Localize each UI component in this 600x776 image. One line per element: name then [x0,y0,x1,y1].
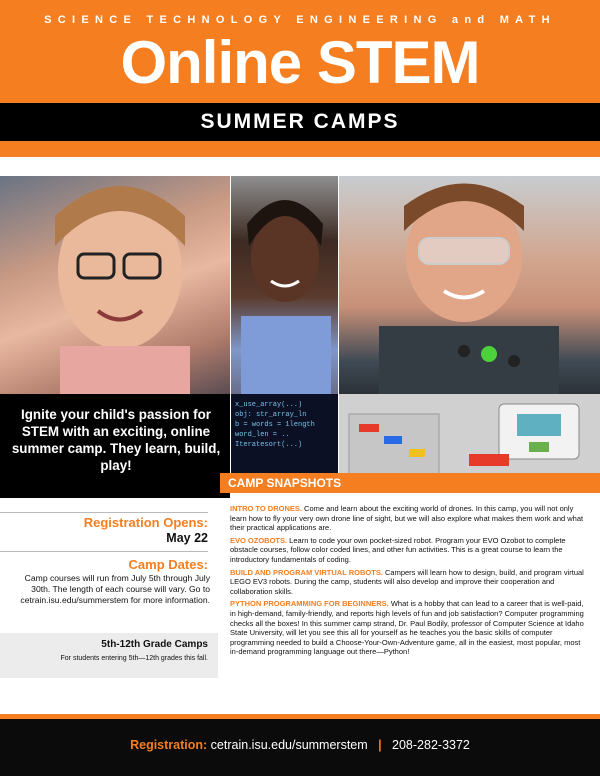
registration-opens-date: May 22 [166,531,208,545]
camp-descriptions [230,504,590,660]
grade-camps-title: 5th-12th Grade Camps [101,639,208,650]
photo-boy-with-drone-illustration [339,176,600,394]
camp-body: Campers will learn how to design, build, and program virtual LEGO EV3 robots. During the camp, students will also develop and improve their cooperation and collaboration skills. [230,567,584,596]
footer-registration-label: Registration: [130,738,208,752]
camp-item-python [230,599,590,657]
camp-heading: INTRO TO DRONES. [230,504,302,513]
photo-girl-with-glasses [0,176,230,394]
camp-item-ozobots [230,536,590,565]
page-subtitle: SUMMER CAMPS [200,110,400,133]
camp-dates-text: Camp courses will run from July 5th through July 30th. The length of each course will vary. Go to cetrain.isu.edu/summerstem for more information. [20,573,210,605]
photo-boy-with-drone [339,176,600,394]
camp-item-robots [230,568,590,597]
photo-girl-smiling-illustration [231,176,338,394]
footer-registration [0,738,600,752]
divider [0,551,208,552]
camp-heading: PYTHON PROGRAMMING FOR BEGINNERS. [230,599,389,609]
camp-body: What is a hobby that can lead to a career that is well-paid, in high-demand, family-friendly, and reports high levels of fun and job satisfaction? Computer programming checks all the boxes! In this summer camp strand, Dr. Paul Bodily, professor of Computer Science at Idaho State University, will let you see this all for yourself as he teaches you the basic skills of computer programming needed to build a Choose-Your-Own-Adventure game, all in the easiest, most popular, most in-demand programming language out there—Python! [230,599,584,657]
camp-body: Learn to code your own pocket-sized robot. Program your EVO Ozobot to complete obstacle courses, follow color coded lines, and other fun activities. This is a great course to learn the introductory fundamentals of coding. [230,535,566,564]
photo-girl-smiling [231,176,338,394]
photo-girl-with-glasses-illustration [0,176,230,394]
page-title: Online STEM [120,29,480,96]
grade-camps-subtext: For students entering 5th—12th grades this fall. [60,655,208,662]
footer-registration-link[interactable]: cetrain.isu.edu/summerstem [210,738,368,752]
divider [0,512,208,513]
registration-opens-label: Registration Opens: [83,515,208,530]
tagline-text: Ignite your child's passion for STEM with an exciting, online summer camp. They learn, build, play! [11,407,221,473]
camp-heading: BUILD AND PROGRAM VIRTUAL ROBOTS. [230,567,383,577]
camp-snapshots-heading: CAMP SNAPSHOTS [228,476,342,490]
accent-stripe [0,141,600,157]
camp-heading: EVO OZOBOTS. [230,535,288,545]
camp-item-drones [230,504,590,533]
footer-separator: | [378,738,382,752]
camp-body: Come and learn about the exciting world of drones. In this camp, you will not only learn how to fly your very own drone line of sight, but we will also explore what makes them work and what their practical applications are. [230,504,584,533]
camp-dates-label: Camp Dates: [128,557,208,572]
footer-phone: 208-282-3372 [392,738,470,752]
header-eyebrow: SCIENCE TECHNOLOGY ENGINEERING and MATH [44,14,556,26]
code-snippet: x_use_array(...) obj: str_array_ln b = words = 1length word_len = .. Iteratesort(...) [235,401,315,449]
